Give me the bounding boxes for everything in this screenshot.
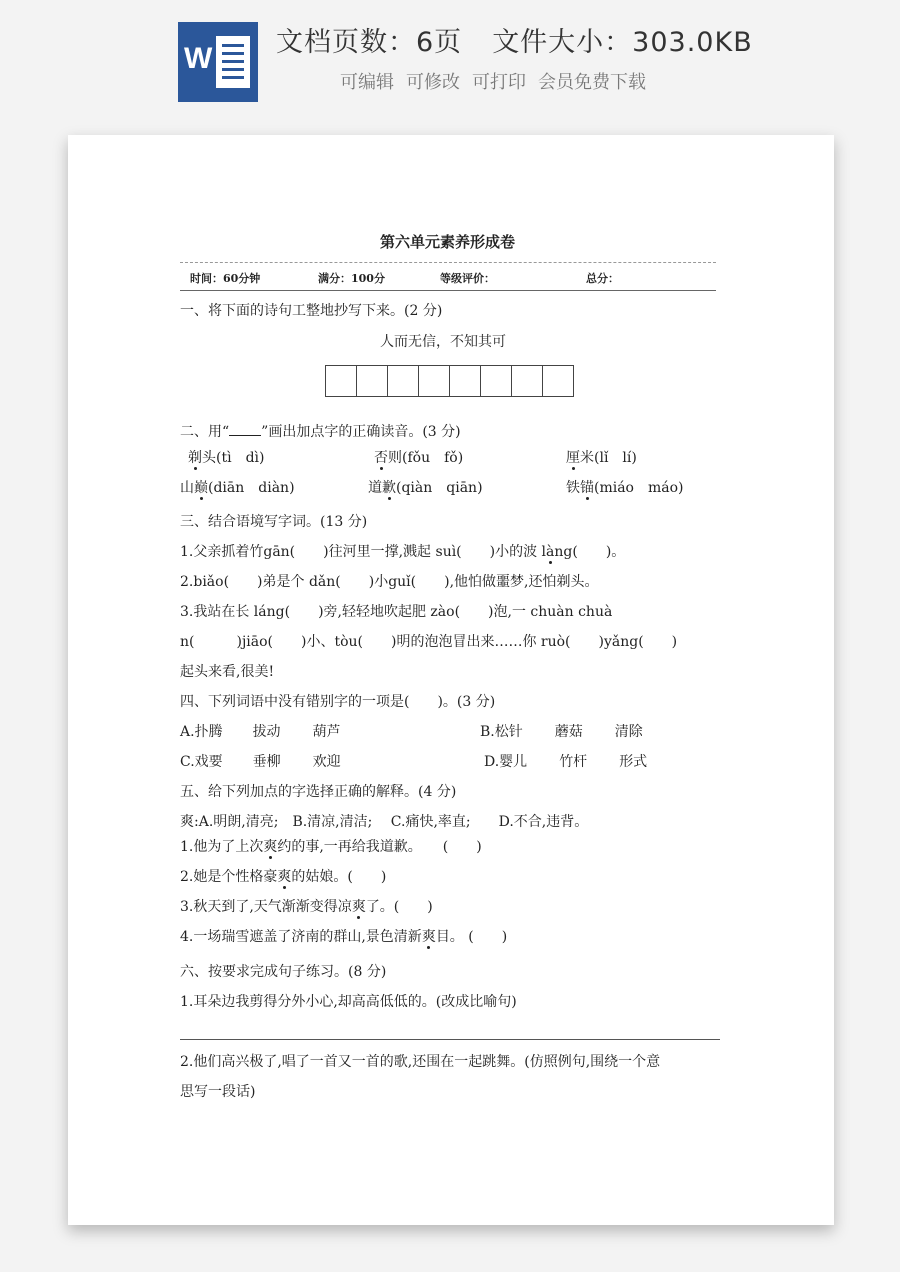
q1-heading: 一、将下面的诗句工整地抄写下来。(2 分)	[180, 303, 443, 319]
q1-poem: 人而无信，不知其可	[380, 334, 506, 350]
q2-item: 厘米(lǐ lí)	[566, 450, 637, 466]
q4-option-c: C.戏要 垂柳 欢迎	[180, 754, 341, 770]
q2-heading: 二、用“ ”画出加点字的正确读音。(3 分)	[180, 424, 461, 440]
q3-line-3: 3.我站在长 láng( )旁,轻轻地吹起肥 zào( )泡,一 chuàn chuà	[180, 604, 613, 620]
q6-sentence-1: 1.耳朵边我剪得分外小心,却高高低低的。(改成比喻句)	[180, 994, 517, 1010]
q3-line-1: 1.父亲抓着竹gān( )往河里一撑,溅起 suì( )小的波 làng( )。	[180, 544, 626, 560]
full-score: 满分：100分	[318, 272, 385, 285]
q3-line-4: n( )jiāo( )小、tòu( )明的泡泡冒出来……你 ruò( )yǎng( )	[180, 634, 678, 650]
paper-title: 第六单元素养形成卷	[380, 233, 516, 251]
q5-options: 爽:A.明朗,清亮; B.清凉,清洁; C.痛快,率直; D.不合,违背。	[180, 814, 589, 830]
q3-line-2: 2.biǎo( )弟是个 dǎn( )小guǐ( ),他怕做噩梦,还怕剃头。	[180, 574, 599, 590]
exam-time: 时间：60分钟	[190, 272, 261, 285]
writing-box[interactable]	[542, 365, 574, 397]
feature-printable: 可打印	[472, 72, 526, 93]
q6-sentence-2-cont: 思写一段话)	[180, 1084, 256, 1100]
writing-box[interactable]	[511, 365, 543, 397]
q4-heading: 四、下列词语中没有错别字的一项是( )。(3 分)	[180, 694, 496, 710]
page-count: 文档页数：6页	[276, 27, 463, 58]
q2-item: 剃头(tì dì)	[188, 450, 265, 466]
q6-sentence-2: 2.他们高兴极了,唱了一首又一首的歌,还围在一起跳舞。(仿照例句,围绕一个意	[180, 1054, 661, 1070]
q4-option-d: D.婴儿 竹杆 形式	[484, 754, 648, 770]
header-divider	[180, 262, 716, 263]
q5-item: 4.一场瑞雪遮盖了济南的群山,景色清新爽目。 ( )	[180, 929, 508, 945]
file-size: 文件大小：303.0KB	[492, 27, 753, 58]
banner-features	[340, 68, 646, 94]
writing-box[interactable]	[356, 365, 388, 397]
writing-box[interactable]	[325, 365, 357, 397]
q3-heading: 三、结合语境写字词。(13 分)	[180, 514, 368, 530]
answer-line[interactable]	[180, 1039, 720, 1040]
header-bottom-line	[180, 290, 716, 291]
q2-item: 道歉(qiàn qiān)	[368, 480, 483, 496]
grade-evaluation: 等级评价：	[440, 272, 495, 285]
feature-modifiable: 可修改	[406, 72, 460, 93]
q5-heading: 五、给下列加点的字选择正确的解释。(4 分)	[180, 784, 457, 800]
q5-item: 2.她是个性格豪爽的姑娘。( )	[180, 869, 387, 885]
underline-sample	[229, 422, 261, 436]
q1-writing-grid[interactable]	[326, 365, 574, 397]
word-document-icon: W	[178, 22, 258, 102]
q2-item: 否则(fǒu fǒ)	[374, 450, 464, 466]
exam-paper	[68, 135, 834, 1225]
q2-item: 山巅(diān diàn)	[180, 480, 295, 496]
writing-box[interactable]	[449, 365, 481, 397]
feature-member-download: 会员免费下载	[538, 72, 646, 93]
q3-line-5: 起头来看,很美!	[180, 664, 275, 680]
writing-box[interactable]	[387, 365, 419, 397]
banner-title	[276, 20, 753, 59]
q4-option-b: B.松针 蘑菇 清除	[480, 724, 643, 740]
q6-heading: 六、按要求完成句子练习。(8 分)	[180, 964, 387, 980]
feature-editable: 可编辑	[340, 72, 394, 93]
q5-item: 3.秋天到了,天气渐渐变得凉爽了。( )	[180, 899, 433, 915]
writing-box[interactable]	[418, 365, 450, 397]
q4-option-a: A.扑腾 拔动 葫芦	[180, 724, 341, 740]
q5-item: 1.他为了上次爽约的事,一再给我道歉。 ( )	[180, 839, 482, 855]
writing-box[interactable]	[480, 365, 512, 397]
download-banner	[0, 0, 900, 120]
q2-item: 铁锚(miáo máo)	[566, 480, 684, 496]
total-score: 总分：	[586, 272, 619, 285]
